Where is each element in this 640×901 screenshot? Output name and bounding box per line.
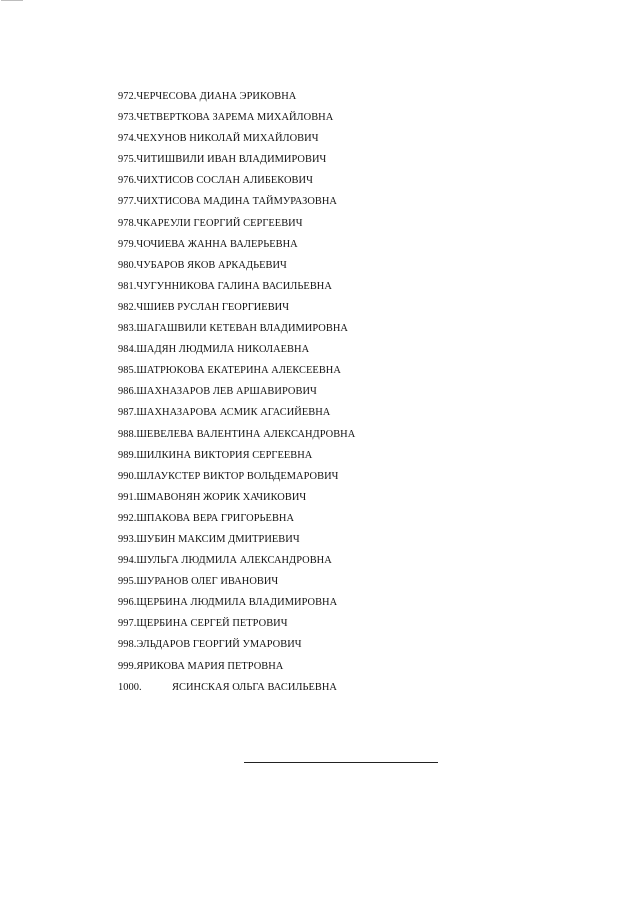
entry-number: 986.	[118, 386, 137, 398]
end-of-list-rule	[244, 762, 438, 763]
list-item	[118, 339, 558, 360]
entry-number: 978.	[118, 217, 137, 229]
list-item	[118, 487, 558, 508]
entry-name: ШАХНАЗАРОВА АСМИК АГАСИЙЕВНА	[136, 407, 331, 419]
entry-name: ЩЕРБИНА СЕРГЕЙ ПЕТРОВИЧ	[136, 618, 288, 630]
scan-edge-mark	[1, 0, 23, 1]
list-item	[118, 234, 558, 255]
entry-number: 979.	[118, 238, 137, 250]
name-list	[118, 86, 558, 698]
entry-name: ЧОЧИЕВА ЖАННА ВАЛЕРЬЕВНА	[136, 238, 298, 250]
entry-name: ЧИТИШВИЛИ ИВАН ВЛАДИМИРОВИЧ	[136, 154, 327, 166]
list-item	[118, 402, 558, 423]
list-item	[118, 107, 558, 128]
entry-number: 985.	[118, 365, 137, 377]
list-item	[118, 318, 558, 339]
entry-number: 997.	[118, 618, 137, 630]
list-item	[118, 170, 558, 191]
entry-name: ЯСИНСКАЯ ОЛЬГА ВАСИЛЬЕВНА	[172, 681, 337, 693]
list-item	[118, 128, 558, 149]
entry-number: 998.	[118, 639, 137, 651]
entry-name: ЧЕРЧЕСОВА ДИАНА ЭРИКОВНА	[136, 91, 297, 102]
entry-name: ЭЛЬДАРОВ ГЕОРГИЙ УМАРОВИЧ	[136, 639, 302, 651]
entry-number: 981.	[118, 280, 137, 292]
list-item	[118, 656, 558, 677]
list-item	[118, 149, 558, 170]
entry-number: 1000.	[118, 681, 142, 693]
entry-name: ШЛАУКСТЕР ВИКТОР ВОЛЬДЕМАРОВИЧ	[136, 470, 339, 482]
list-item	[118, 191, 558, 212]
list-item	[118, 571, 558, 592]
entry-name: ШАГАШВИЛИ КЕТЕВАН ВЛАДИМИРОВНА	[136, 323, 348, 335]
entry-number: 980.	[118, 259, 137, 271]
entry-number: 976.	[118, 175, 137, 187]
entry-name: ШУЛЬГА ЛЮДМИЛА АЛЕКСАНДРОВНА	[136, 555, 332, 567]
entry-number: 973.	[118, 112, 137, 124]
entry-number: 972.	[118, 91, 137, 102]
list-item	[118, 466, 558, 487]
entry-name: ШАХНАЗАРОВ ЛЕВ АРШАВИРОВИЧ	[136, 386, 317, 398]
list-item	[118, 381, 558, 402]
entry-name: ЧКАРЕУЛИ ГЕОРГИЙ СЕРГЕЕВИЧ	[136, 217, 303, 229]
entry-name: ШУРАНОВ ОЛЕГ ИВАНОВИЧ	[136, 576, 279, 588]
entry-number: 977.	[118, 196, 137, 208]
list-item	[118, 276, 558, 297]
entry-name: ЯРИКОВА МАРИЯ ПЕТРОВНА	[136, 660, 284, 672]
entry-name: ЧШИЕВ РУСЛАН ГЕОРГИЕВИЧ	[136, 301, 290, 313]
list-item	[118, 677, 558, 698]
entry-name: ШАДЯН ЛЮДМИЛА НИКОЛАЕВНА	[136, 344, 310, 356]
entry-number: 994.	[118, 555, 137, 567]
entry-name: ШАТРЮКОВА ЕКАТЕРИНА АЛЕКСЕЕВНА	[136, 365, 341, 377]
entry-number: 987.	[118, 407, 137, 419]
list-item	[118, 86, 558, 107]
entry-name: ЩЕРБИНА ЛЮДМИЛА ВЛАДИМИРОВНА	[136, 597, 338, 609]
entry-name: ЧИХТИСОВА МАДИНА ТАЙМУРАЗОВНА	[136, 196, 337, 208]
entry-name: ЧЕТВЕРТКОВА ЗАРЕМА МИХАЙЛОВНА	[136, 112, 334, 124]
list-item	[118, 445, 558, 466]
entry-name: ЧИХТИСОВ СОСЛАН АЛИБЕКОВИЧ	[136, 175, 313, 187]
list-item	[118, 424, 558, 445]
entry-number: 995.	[118, 576, 137, 588]
list-item	[118, 297, 558, 318]
entry-number: 993.	[118, 533, 137, 545]
entry-number: 975.	[118, 154, 137, 166]
entry-name: ШУБИН МАКСИМ ДМИТРИЕВИЧ	[136, 533, 300, 545]
list-item	[118, 613, 558, 634]
entry-number: 984.	[118, 344, 137, 356]
list-item	[118, 508, 558, 529]
entry-number: 989.	[118, 449, 137, 461]
entry-number: 996.	[118, 597, 137, 609]
entry-name: ШЕВЕЛЕВА ВАЛЕНТИНА АЛЕКСАНДРОВНА	[136, 428, 356, 440]
entry-name: ШИЛКИНА ВИКТОРИЯ СЕРГЕЕВНА	[136, 449, 313, 461]
entry-name: ЧЕХУНОВ НИКОЛАЙ МИХАЙЛОВИЧ	[136, 133, 319, 145]
entry-number: 992.	[118, 512, 137, 524]
entry-number: 999.	[118, 660, 137, 672]
entry-number: 991.	[118, 491, 137, 503]
entry-number: 983.	[118, 323, 137, 335]
list-item	[118, 550, 558, 571]
entry-number: 974.	[118, 133, 137, 145]
entry-name: ЧУБАРОВ ЯКОВ АРКАДЬЕВИЧ	[136, 259, 287, 271]
list-item	[118, 360, 558, 381]
entry-name: ЧУГУННИКОВА ГАЛИНА ВАСИЛЬЕВНА	[136, 280, 332, 292]
list-item	[118, 592, 558, 613]
list-item	[118, 255, 558, 276]
entry-number: 988.	[118, 428, 137, 440]
entry-number: 990.	[118, 470, 137, 482]
entry-name: ШМАВОНЯН ЖОРИК ХАЧИКОВИЧ	[136, 491, 307, 503]
list-item	[118, 213, 558, 234]
list-item	[118, 529, 558, 550]
entry-number: 982.	[118, 301, 137, 313]
entry-name: ШПАКОВА ВЕРА ГРИГОРЬЕВНА	[136, 512, 295, 524]
list-item	[118, 634, 558, 655]
